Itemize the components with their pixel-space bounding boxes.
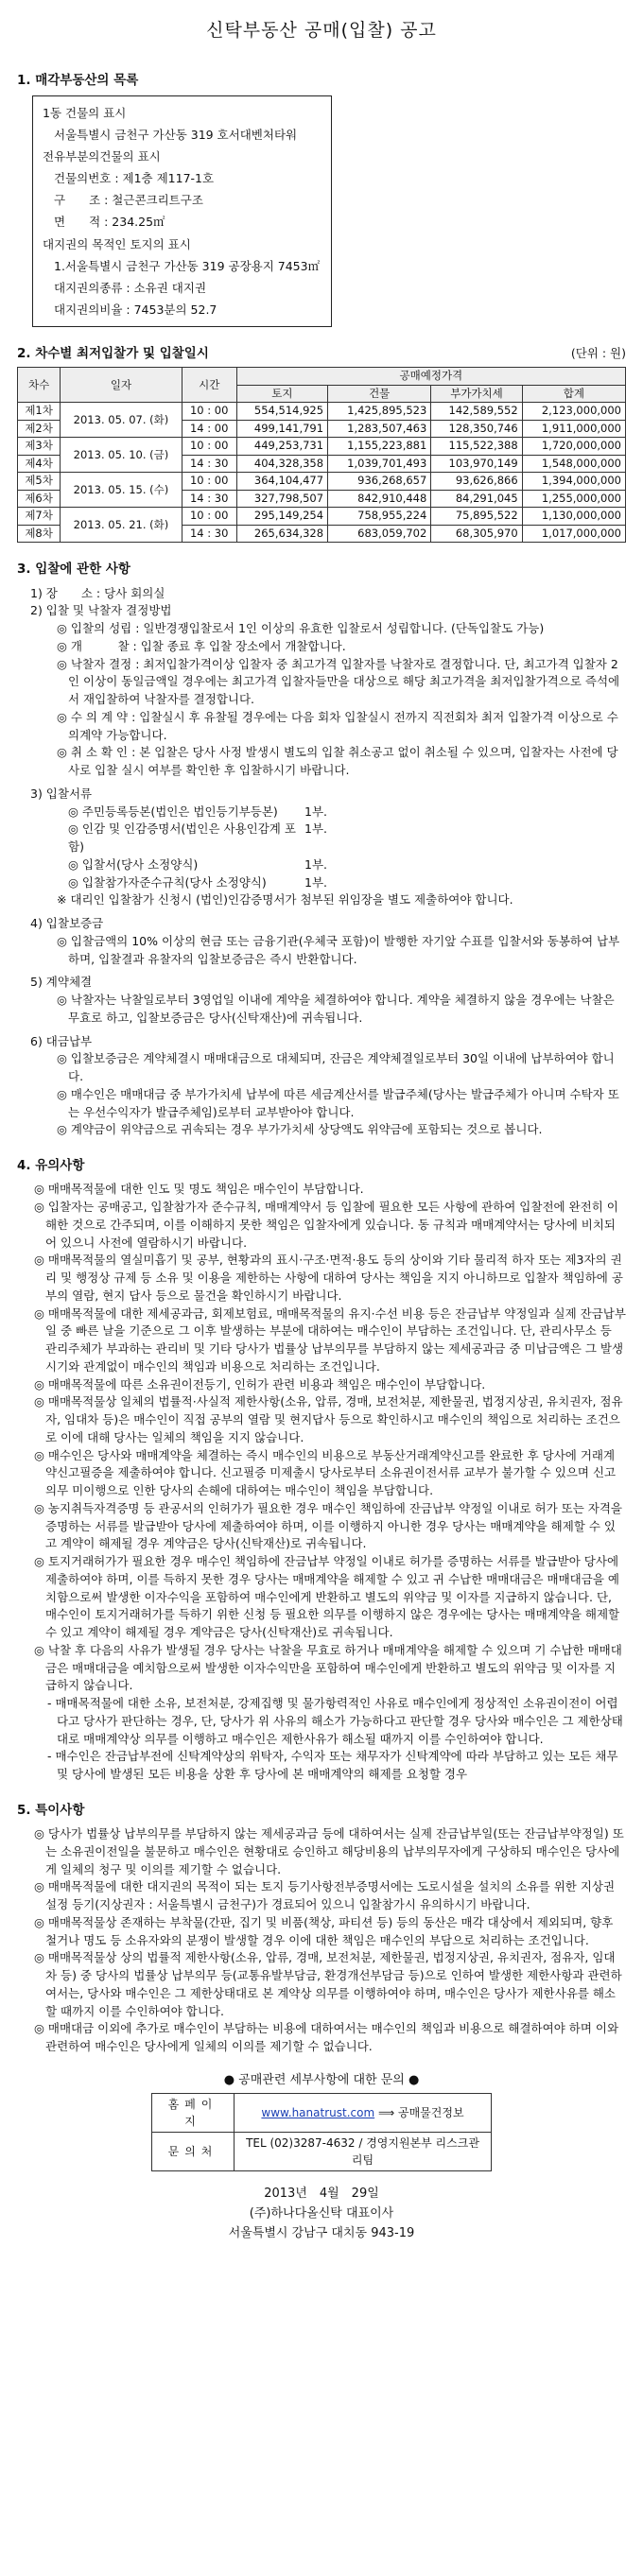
total-cell: 2,123,000,000 <box>522 403 625 421</box>
table-row <box>18 473 626 491</box>
place-item: 1) 장 소 : 당사 회의실 <box>30 585 165 600</box>
section-2-header <box>17 344 626 363</box>
method-item: ◎ 낙찰자 결정 : 최저입찰가격이상 입찰자 중 최고가격 입찰자를 낙찰자로 결정합니다. 단, 최고가격 입찰자 2인 이상이 동일금액일 경우에는 최고가격 입찰자들만을 대상으로 해당 최고가격을 최저입찰가격으로 즉석에서 재입찰하여 낙찰자를 결정합니다. <box>57 656 620 707</box>
document-row <box>17 856 626 874</box>
vat-cell: 115,522,388 <box>431 438 522 456</box>
col-header: 합계 <box>522 385 625 403</box>
round-cell: 제7차 <box>18 508 61 526</box>
land-cell: 295,149,254 <box>236 508 327 526</box>
table-row <box>18 508 626 526</box>
total-cell: 1,017,000,000 <box>522 525 625 543</box>
building-cell: 683,059,702 <box>328 525 431 543</box>
method-heading: 2) 입찰 및 낙찰자 결정방법 <box>30 603 172 618</box>
contact-row <box>152 2094 492 2133</box>
property-line: 전유부분의건물의 표시 <box>43 149 161 164</box>
document-name: ◎ 입찰서(당사 소정양식) <box>68 856 199 872</box>
property-line: 구 조 : 철근콘크리트구조 <box>54 193 203 208</box>
section-3-heading: 3. 입찰에 관한 사항 <box>17 562 130 578</box>
date-cell: 2013. 05. 15. (수) <box>61 473 182 508</box>
time-cell: 14 : 00 <box>182 420 236 438</box>
document-count: 1부. <box>304 856 328 872</box>
vat-cell: 68,305,970 <box>431 525 522 543</box>
round-cell: 제6차 <box>18 490 61 508</box>
document-name: ◎ 주민등록등본(법인은 법인등기부등본) <box>68 804 278 819</box>
method-item: ◎ 개 찰 : 입찰 종료 후 입찰 장소에서 개찰합니다. <box>57 638 346 653</box>
auction-info-label: 공매물건정보 <box>398 2106 464 2120</box>
payment-item: ◎ 계약금이 위약금으로 귀속되는 경우 부가가치세 상당액도 위약금에 포함되는 것으로 봅니다. <box>57 1122 543 1137</box>
property-line: 서울특별시 금천구 가산동 319 호서대벤처타워 <box>54 127 298 142</box>
special-item: ◎ 당사가 법률상 납부의무를 부담하지 않는 제세공과금 등에 대하여서는 실제 잔금납부일(또는 잔금납부약정일) 또는 소유권이전일을 불문하고 매수인은 현황대로 승인하고 해당비용의 납부의무자에게 구상하되 매수인은 당사에게 일체의 청구 및 이의를 제기할 수 없습니다. <box>34 1826 624 1876</box>
method-item: ◎ 수 의 계 약 : 입찰실시 후 유찰될 경우에는 다음 회차 입찰실시 전까지 직전회차 최저 입찰가격 이상으로 수의계약 가능합니다. <box>57 709 618 742</box>
property-line: 1.서울특별시 금천구 가산동 319 공장용지 7453㎡ <box>54 258 321 273</box>
document-count: 1부. <box>304 804 328 819</box>
contract-item: ◎ 낙찰자는 낙찰일로부터 3영업일 이내에 계약을 체결하여야 합니다. 계약을 체결하지 않을 경우에는 낙찰은 무효로 하고, 입찰보증금은 당사(신탁재산)에 귀속됩니다. <box>57 993 615 1025</box>
caution-item: ◎ 매매목적물의 열실미흡기 및 공부, 현황과의 표시·구조·면적·용도 등의 상이와 기타 물리적 하자 또는 제3자의 권리 및 행정상 규제 등 소유 및 이용을 제한하는 사항에 대하여 당사는 책임을 지지 아니하므로 입찰자 책임하에 공부의 열람, 현지 답사 등으로 물건을 확인하시기 바랍니다. <box>34 1253 623 1303</box>
section-1-heading: 1. 매각부동산의 목록 <box>17 72 139 88</box>
total-cell: 1,548,000,000 <box>522 455 625 473</box>
total-cell: 1,720,000,000 <box>522 438 625 456</box>
vat-cell: 128,350,746 <box>431 420 522 438</box>
deposit-heading: 4) 입찰보증금 <box>30 916 104 931</box>
document-row <box>17 821 626 856</box>
col-header: 공매예정가격 <box>236 368 625 386</box>
contact-value: TEL (02)3287-4632 / 경영지원본부 리스크관리팀 <box>235 2133 492 2171</box>
caution-item: ◎ 토지거래허가가 필요한 경우 매수인 책임하에 잔금납부 약정일 이내로 허가를 증명하는 서류를 발급받아 당사에 제출하여야 하며, 이를 득하지 못한 경우 당사는 매매계약을 해제할 수 있고 귀 수납한 매매대금은 매매대금을 예치함으로써 발생한 이자수익을 포함하여 매수인에게 반환하고 별도의 위약금 및 이자를 지급하지 않습니다. 단, 매수인이 토지거래허가를 득하기 위한 신청 등 필요한 의무를 이행하지 않은 경우에는 당사는 매매계약을 해제할 수 있고 계약이 해제될 경우 계약금은 당사(신탁재산)로 귀속됩니다. <box>34 1554 620 1640</box>
footer-company: (주)하나다올신탁 대표이사 <box>249 2206 394 2222</box>
property-line: 건물의번호 : 제1층 제117-1호 <box>54 171 215 186</box>
method-item: ◎ 입찰의 성립 : 일반경쟁입찰로서 1인 이상의 유효한 입찰로서 성립합니다. (단독입찰도 가능) <box>57 621 545 636</box>
section-2-heading: 2. 차수별 최저입찰가 및 입찰일시 <box>17 346 209 361</box>
time-cell: 14 : 30 <box>182 455 236 473</box>
document-name: ◎ 인감 및 인감증명서(법인은 사용인감계 포함) <box>68 821 296 855</box>
col-header: 차수 <box>18 368 61 403</box>
page-title <box>17 17 626 44</box>
contact-key: 홈페이지 <box>152 2094 235 2133</box>
property-line: 대지권의비율 : 7453분의 52.7 <box>54 302 217 317</box>
land-cell: 404,328,358 <box>236 455 327 473</box>
caution-item: ◎ 매매목적물에 대한 제세공과금, 회제보험료, 매매목적물의 유지·수선 비용 등은 잔금납부 약정일과 실제 잔금납부일 중 빠른 날을 기준으로 그 이후 발생하는 부분에 대하여는 매수인이 부담하는 조건입니다. 단, 관리사무소 등 관리주체가 부과하는 관리비 및 기타 당사가 법률상 납부의무를 부담하지 않는 제세공과금 중 미납금액은 그 발생시기와 관계없이 매수인의 책임과 비용으로 처리하는 조건입니다. <box>34 1305 626 1374</box>
table-row <box>18 438 626 456</box>
round-cell: 제8차 <box>18 525 61 543</box>
caution-subitem: - 매수인은 잔금납부전에 신탁계약상의 위탁자, 수익자 또는 채무자가 신탁계약에 따라 부담하고 있는 모든 채무 및 당사에 발생된 모든 비용을 상환 후 당사에 본 매매계약의 해제를 요청할 경우 <box>47 1749 618 1782</box>
title-text: 신탁부동산 공매(입찰) 공고 <box>206 20 437 41</box>
homepage-link[interactable]: www.hanatrust.com <box>261 2106 375 2120</box>
document-count: 1부. <box>304 874 328 890</box>
special-list <box>17 1825 626 2056</box>
caution-subitem: - 매매목적물에 대한 소유, 보전처분, 강제집행 및 물가항력적인 사유로 매수인에게 정상적인 소유권이전이 어렵다고 당사가 판단하는 경우, 단, 당사가 위 사유의 해소가 가능하다고 판단할 경우 당사와 매수인은 그 제한상태대로 매매계약상 의무를 이행하고 매수인은 제한사유가 해소될 때까지 이를 수인하여야 합니다. <box>47 1696 623 1746</box>
payment-heading: 6) 대금납부 <box>30 1033 93 1048</box>
contact-heading: ● 공매관련 세부사항에 대한 문의 ● <box>223 2072 420 2087</box>
land-cell: 499,141,791 <box>236 420 327 438</box>
time-cell: 10 : 00 <box>182 403 236 421</box>
building-cell: 1,155,223,881 <box>328 438 431 456</box>
vat-cell: 84,291,045 <box>431 490 522 508</box>
payment-item: ◎ 입찰보증금은 계약체결시 매매대금으로 대체되며, 잔금은 계약체결일로부터 30일 이내에 납부하여야 합니다. <box>57 1051 615 1084</box>
time-cell: 10 : 00 <box>182 473 236 491</box>
round-cell: 제4차 <box>18 455 61 473</box>
document-count: 1부. <box>304 821 328 837</box>
round-cell: 제5차 <box>18 473 61 491</box>
date-cell: 2013. 05. 21. (화) <box>61 508 182 543</box>
building-cell: 1,283,507,463 <box>328 420 431 438</box>
contact-row <box>152 2133 492 2171</box>
footer-date: 2013년 4월 29일 <box>264 2187 379 2202</box>
table-row <box>18 403 626 421</box>
document-name: ◎ 입찰참가자준수규칙(당사 소정양식) <box>68 874 267 890</box>
total-cell: 1,255,000,000 <box>522 490 625 508</box>
arrow-icon: ⟹ <box>377 2106 395 2120</box>
caution-item: ◎ 매수인은 당사와 매매계약을 체결하는 즉시 매수인의 비용으로 부동산거래계약신고를 완료한 후 당사에 거래계약신고필증을 제출하여야 합니다. 신고필증 미제출시 당사로부터 소유권이전서류 교부가 불가할 수 있으며 신고의무 미이행으로 인한 당사의 손해에 대하여는 매수인이 책임을 부담합니다. <box>34 1447 617 1498</box>
property-line: 1동 건물의 표시 <box>43 105 127 120</box>
caution-item: ◎ 낙찰 후 다음의 사유가 발생될 경우 당사는 낙찰을 무효로 하거나 매매계약을 해제할 수 있으며 기 수납한 매매대금은 매매대금을 예치함으로써 발생한 이자수익만을 포함하여 매수인에게 반환하고 별도의 위약금 및 이자를 지급하지 않습니다. <box>34 1642 622 1693</box>
property-line: 대지권의 목적인 토지의 표시 <box>43 236 191 251</box>
special-item: ◎ 매매대금 이외에 추가로 매수인이 부담하는 비용에 대하여서는 매수인의 책임과 비용으로 해결하여야 하며 이와 관련하여 매수인은 당사에게 일체의 이의를 제기할 수 없습니다. <box>34 2021 619 2054</box>
round-cell: 제2차 <box>18 420 61 438</box>
building-cell: 1,425,895,523 <box>328 403 431 421</box>
time-cell: 10 : 00 <box>182 508 236 526</box>
building-cell: 758,955,224 <box>328 508 431 526</box>
footer-address: 서울특별시 강남구 대치동 943-19 <box>228 2226 415 2240</box>
document-row <box>17 874 626 892</box>
building-cell: 1,039,701,493 <box>328 455 431 473</box>
caution-item: ◎ 매매목적물상 일체의 법률적·사실적 제한사항(소유, 압류, 경매, 보전처분, 제한물권, 법정지상권, 유치권자, 점유자, 임대차 등)은 매수인이 직접 공부의 열람 및 현지답사 등으로 확인하시고 매수인의 책임으로 처리하는 조건으로 이에 대해 당사는 일체의 책임을 지지 않습니다. <box>34 1394 623 1444</box>
vat-cell: 103,970,149 <box>431 455 522 473</box>
property-line: 대지권의종류 : 소유권 대지권 <box>54 280 207 295</box>
contract-heading: 5) 계약체결 <box>30 975 93 990</box>
payment-item: ◎ 매수인은 매매대금 중 부가가치세 납부에 따른 세금계산서를 발급주체(당사는 발급주체가 아니며 수탁자 또는 우선수익자가 발급주체임)로부터 교부받아야 합니다. <box>57 1086 619 1119</box>
contact-key: 문의처 <box>152 2133 235 2171</box>
caution-item: ◎ 농지취득자격증명 등 관공서의 인허가가 필요한 경우 매수인 책임하에 잔금납부 약정일 이내로 허가 또는 자격을 증명하는 서류를 발급받아 당사에 제출하여야 하며, 이를 이행하지 아니한 경우 당사는 매매계약을 해제할 수 있고 계약이 해제될 경우 계약금은 당사(신탁재산)로 귀속됩니다. <box>34 1500 622 1551</box>
caution-item: ◎ 입찰자는 공매공고, 입찰참가자 준수규칙, 매매계약서 등 입찰에 필요한 모든 사항에 관하여 입찰전에 완전히 이해한 것으로 간주되며, 이를 이해하지 못한 책임은 입찰자에게 있습니다. 동 규칙과 매매계약서는 당사에 비치되어 있으니 사전에 열람하시기 바랍니다. <box>34 1200 618 1250</box>
total-cell: 1,911,000,000 <box>522 420 625 438</box>
footer <box>17 2185 626 2243</box>
col-header: 시간 <box>182 368 236 403</box>
documents-note: ※ 대리인 입찰참가 신청시 (법인)인감증명서가 첨부된 위임장을 별도 제출하여야 합니다. <box>57 892 513 908</box>
col-header: 일자 <box>61 368 182 403</box>
time-cell: 14 : 30 <box>182 525 236 543</box>
round-cell: 제1차 <box>18 403 61 421</box>
land-cell: 265,634,328 <box>236 525 327 543</box>
col-header: 토지 <box>236 385 327 403</box>
special-item: ◎ 매매목적물상 상의 법률적 제한사항(소유, 압류, 경매, 보전처분, 제한물권, 법정지상권, 유치권자, 점유자, 임대차 등) 중 당사의 법률상 납부의무 등(교통유발부담금, 환경개선부담금 등)으로 인하여 발생한 제한사항과 관련하여서는, 당사와 매수인은 그 제한상태대로 본 계약상 의무를 이행하여야 하며, 매수인은 당사가 제한사유를 해소할 때까지 이를 수인하여야 합니다. <box>34 1950 622 2018</box>
land-cell: 449,253,731 <box>236 438 327 456</box>
land-cell: 364,104,477 <box>236 473 327 491</box>
building-cell: 842,910,448 <box>328 490 431 508</box>
section-4-heading: 4. 유의사항 <box>17 1158 85 1174</box>
property-list-box <box>32 95 332 327</box>
documents-heading: 3) 입찰서류 <box>30 786 93 801</box>
caution-item: ◎ 매매목적물에 따른 소유권이전등기, 인허가 관련 비용과 책임은 매수인이 부담합니다. <box>34 1376 486 1392</box>
building-cell: 936,268,657 <box>328 473 431 491</box>
special-item: ◎ 매매목적물상 존재하는 부착물(간판, 집기 및 비품(책상, 파티션 등) 등의 동산은 매각 대상에서 제외되며, 향후 철거나 명도 등 소유자와의 분쟁이 발생할 경우 이에 대한 책임은 매수인의 부담으로 처리하는 조건입니다. <box>34 1914 614 1947</box>
deposit-item: ◎ 입찰금액의 10% 이상의 현금 또는 금융기관(우체국 포함)이 발행한 자기앞 수표를 입찰서와 동봉하여 납부하며, 입찰결과 유찰자의 입찰보증금은 즉시 반환합니다. <box>57 933 620 966</box>
contact-value <box>235 2094 492 2133</box>
section-5-heading: 5. 특이사항 <box>17 1802 85 1818</box>
land-cell: 327,798,507 <box>236 490 327 508</box>
caution-item: ◎ 매매목적물에 대한 인도 및 명도 책임은 매수인이 부담합니다. <box>34 1182 364 1197</box>
total-cell: 1,130,000,000 <box>522 508 625 526</box>
land-cell: 554,514,925 <box>236 403 327 421</box>
document-row <box>17 804 626 821</box>
vat-cell: 93,626,866 <box>431 473 522 491</box>
vat-cell: 142,589,552 <box>431 403 522 421</box>
special-item: ◎ 매매목적물에 대한 대지권의 목적이 되는 토지 등기사항전부증명서에는 도로시설을 설치의 소유를 위한 지상권설정 등기(지상권자 : 서울특별시 금천구)가 경료되어 있으니 입찰참가시 유의하시기 바랍니다. <box>34 1879 616 1912</box>
total-cell: 1,394,000,000 <box>522 473 625 491</box>
schedule-table <box>17 367 626 543</box>
time-cell: 14 : 30 <box>182 490 236 508</box>
property-line: 면 적 : 234.25㎡ <box>54 215 165 230</box>
unit-label: (단위 : 원) <box>570 346 626 360</box>
vat-cell: 75,895,522 <box>431 508 522 526</box>
caution-list <box>17 1181 626 1784</box>
date-cell: 2013. 05. 07. (화) <box>61 403 182 438</box>
time-cell: 10 : 00 <box>182 438 236 456</box>
date-cell: 2013. 05. 10. (금) <box>61 438 182 473</box>
round-cell: 제3차 <box>18 438 61 456</box>
method-item: ◎ 취 소 확 인 : 본 입찰은 당사 사정 발생시 별도의 입찰 취소공고 없이 취소될 수 있으며, 입찰자는 사전에 당사로 입찰 실시 여부를 확인한 후 입찰하시기 바랍니다. <box>57 745 618 778</box>
col-header: 건물 <box>328 385 431 403</box>
col-header: 부가가치세 <box>431 385 522 403</box>
contact-table <box>151 2093 492 2171</box>
